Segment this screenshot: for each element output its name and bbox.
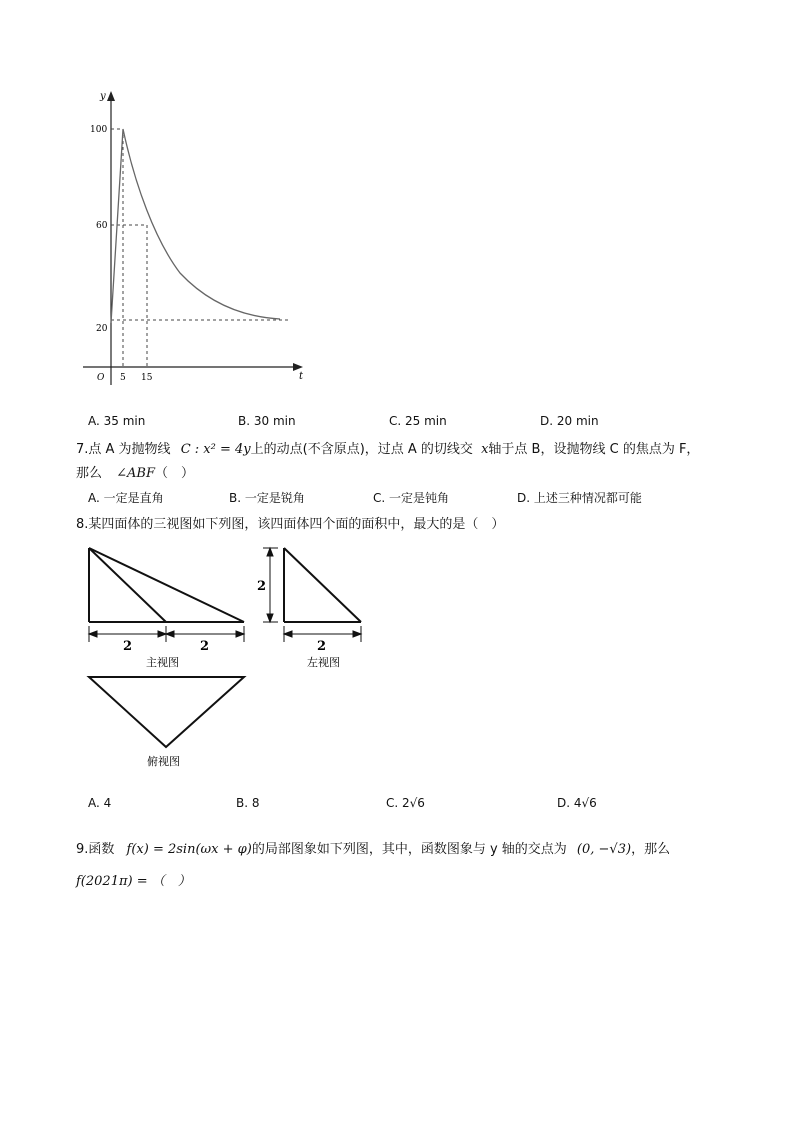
decay-graph xyxy=(75,85,310,390)
top-view-label: 俯视图 xyxy=(147,755,180,768)
q7-x-var: x xyxy=(481,442,489,457)
q9-formula: f(x) = 2sin(ωx + φ) xyxy=(126,842,252,857)
q7-text-a: 7.点 A 为抛物线 xyxy=(76,442,171,457)
x-label: t xyxy=(299,371,304,382)
side-dim xyxy=(263,548,361,642)
side-view-label: 左视图 xyxy=(307,656,340,669)
q7-angle: ∠ABF xyxy=(116,466,156,481)
q9-value-expr: f(2021π) = （ ） xyxy=(76,874,191,889)
side-dim-height: 2 xyxy=(257,579,267,594)
x-axis-arrow xyxy=(293,363,303,371)
tick-60: 60 xyxy=(96,221,108,231)
tick-20: 20 xyxy=(96,324,108,334)
q7-stem-line2 xyxy=(76,462,194,481)
q7-paren: （ ） xyxy=(155,466,195,481)
q6-option-a: A. 35 min xyxy=(88,414,146,428)
front-dim-left: 2 xyxy=(123,639,133,654)
q9-text-a: 9.函数 xyxy=(76,842,115,857)
front-dim-right: 2 xyxy=(200,639,210,654)
three-view-drawing xyxy=(80,540,380,775)
q7-option-a: A. 一定是直角 xyxy=(88,491,164,505)
q7-option-c: C. 一定是钝角 xyxy=(373,491,450,505)
q6-option-b: B. 30 min xyxy=(238,414,296,428)
q9-stem-line1 xyxy=(76,838,670,857)
q8-option-a: A. 4 xyxy=(88,796,112,810)
tick-5: 5 xyxy=(120,373,126,383)
q9-point: (0, −√3) xyxy=(576,842,632,857)
q7-option-d: D. 上述三种情况都可能 xyxy=(517,491,642,505)
q9-text-c: ，那么 xyxy=(631,842,671,857)
q8-stem: 8.某四面体的三视图如下列图，该四面体四个面的面积中，最大的是（ ） xyxy=(76,517,505,532)
q9-text-b: 的局部图象如下列图，其中，函数图象与 y 轴的交点为 xyxy=(251,842,567,857)
q7-option-b: B. 一定是锐角 xyxy=(229,491,305,505)
side-dim-width: 2 xyxy=(317,639,327,654)
q9-stem-line2 xyxy=(76,870,191,889)
origin-label: O xyxy=(97,373,105,383)
y-axis-arrow xyxy=(107,91,115,101)
q7-stem-line1 xyxy=(76,438,699,457)
q7-text-d: 那么 xyxy=(76,466,103,481)
q7-text-c: 轴于点 B，设抛物线 C 的焦点为 F， xyxy=(488,442,700,457)
top-view xyxy=(89,677,244,747)
tick-15: 15 xyxy=(141,373,153,383)
tick-100: 100 xyxy=(90,125,108,135)
q8-option-c: C. 2√6 xyxy=(386,796,425,810)
q6-option-d: D. 20 min xyxy=(540,414,599,428)
q8-option-d: D. 4√6 xyxy=(557,796,597,810)
q7-text-b: 上的动点(不含原点)，过点 A 的切线交 xyxy=(250,442,473,457)
front-view-label: 主视图 xyxy=(146,656,179,669)
decay-curve xyxy=(111,129,280,323)
q7-parabola-formula: C : x² = 4y xyxy=(180,442,251,457)
front-dim xyxy=(89,626,244,642)
front-view xyxy=(89,548,244,622)
side-view xyxy=(284,548,361,622)
q6-option-c: C. 25 min xyxy=(389,414,447,428)
q8-option-b: B. 8 xyxy=(236,796,260,810)
y-label: y xyxy=(100,91,106,102)
